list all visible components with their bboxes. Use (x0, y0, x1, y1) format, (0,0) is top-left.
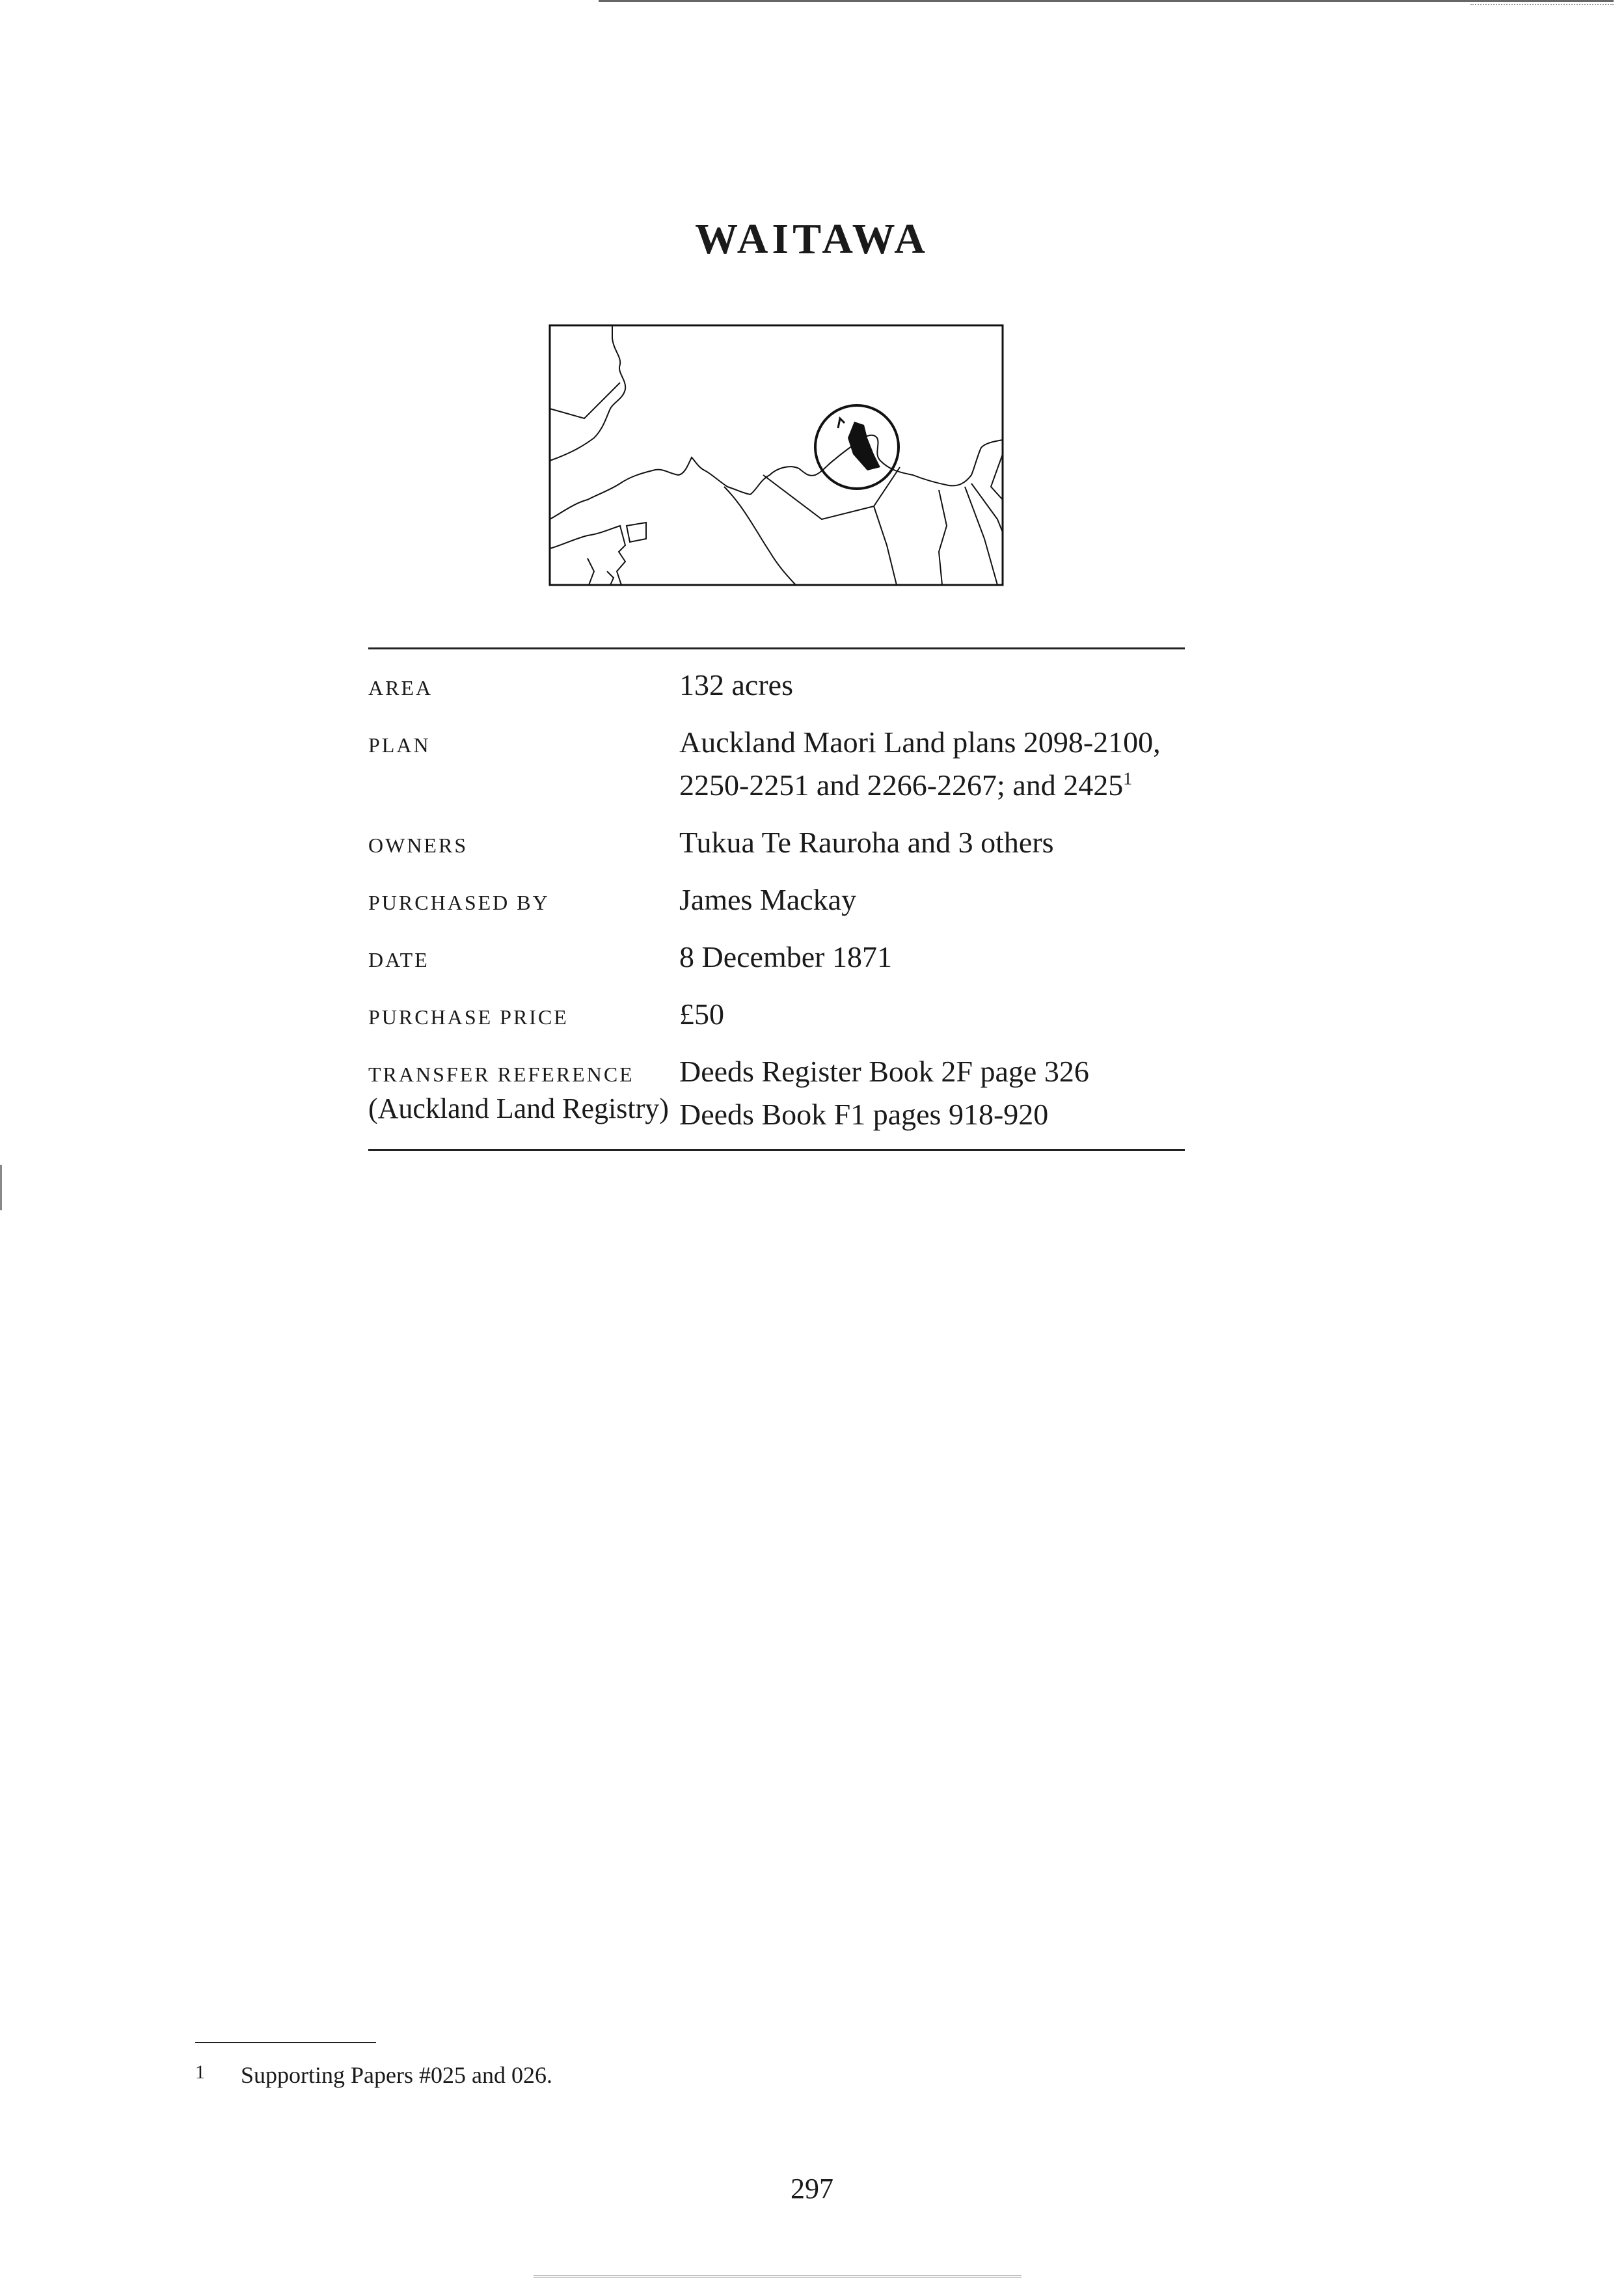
field-label: PURCHASED BY (368, 891, 550, 914)
scan-edge-top (599, 0, 1614, 2)
page-number: 297 (791, 2173, 833, 2205)
footnote-divider (195, 2042, 376, 2043)
field-label: PLAN (368, 733, 431, 757)
field-row-plan (368, 721, 1185, 807)
field-value-line: Deeds Register Book 2F page 326 (679, 1055, 1089, 1088)
field-label (368, 1063, 679, 1125)
field-value (679, 936, 1185, 979)
scan-edge-bottom (534, 2275, 1022, 2277)
field-value (679, 821, 1185, 864)
field-value (679, 878, 1185, 921)
field-value-line: James Mackay (679, 883, 857, 916)
footnote-number: 1 (195, 2061, 205, 2083)
field-row-area (368, 664, 1185, 707)
field-value-line: Auckland Maori Land plans 2098-2100, (679, 726, 1161, 759)
page-title: WAITAWA (695, 215, 929, 263)
footnote-reference: 1 (1123, 768, 1133, 789)
field-label: AREA (368, 676, 433, 700)
scan-edge-left (0, 1165, 2, 1210)
field-label: DATE (368, 948, 429, 971)
field-value-line-with-ref (679, 764, 1185, 807)
footnote (195, 2061, 1366, 2089)
field-row-purchase-price (368, 993, 1185, 1036)
footnote-text: Supporting Papers #025 and 026. (241, 2062, 552, 2088)
field-value (679, 664, 1185, 707)
field-label: OWNERS (368, 834, 468, 857)
land-details-table (368, 647, 1185, 1151)
field-value (679, 993, 1185, 1036)
map-svg (548, 324, 1004, 586)
field-value-line: £50 (679, 998, 724, 1031)
field-value-line: 8 December 1871 (679, 940, 892, 973)
field-value (679, 1050, 1185, 1136)
field-sublabel: (Auckland Land Registry) (368, 1093, 669, 1124)
field-row-date (368, 936, 1185, 979)
field-label: PURCHASE PRICE (368, 1005, 569, 1029)
field-value-line: Deeds Book F1 pages 918-920 (679, 1098, 1049, 1131)
field-row-owners (368, 821, 1185, 864)
field-label-text: TRANSFER REFERENCE (368, 1063, 634, 1086)
locator-map (548, 324, 1004, 586)
map-border (550, 325, 1003, 585)
field-value-line: 132 acres (679, 668, 793, 701)
field-row-purchased-by (368, 878, 1185, 921)
field-row-transfer-reference (368, 1050, 1185, 1136)
field-value-line: 2250-2251 and 2266-2267; and 2425 (679, 768, 1124, 802)
scan-edge-dots (1470, 4, 1614, 5)
field-value-line: Tukua Te Rauroha and 3 others (679, 826, 1054, 859)
field-value (679, 721, 1185, 807)
